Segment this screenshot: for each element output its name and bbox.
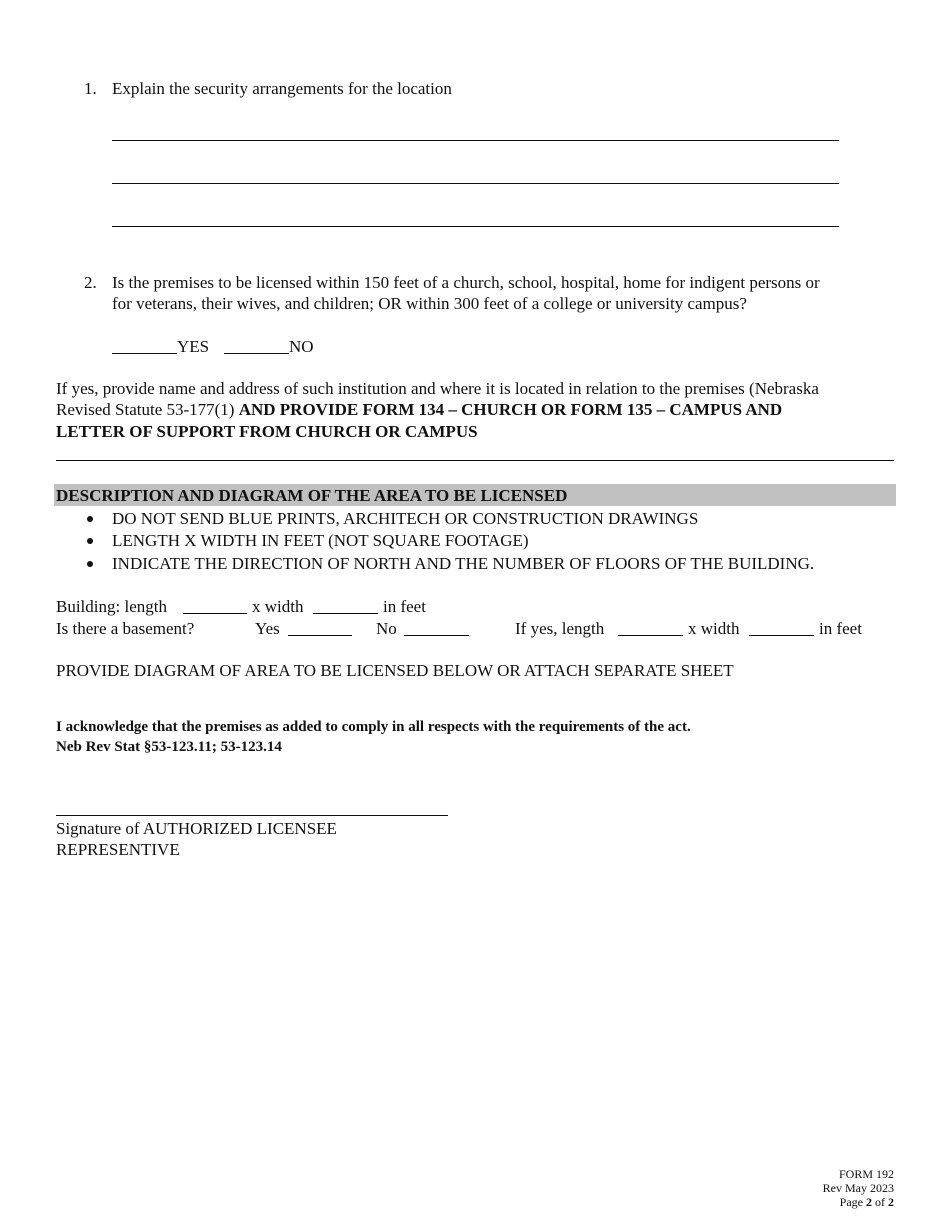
answer-line-2[interactable] (112, 183, 839, 184)
page-of: of (872, 1195, 888, 1209)
basement-no-field[interactable] (404, 635, 469, 636)
basement-no-label: No (376, 619, 397, 638)
answer-line-3[interactable] (112, 226, 839, 227)
provide-form-notice: AND PROVIDE FORM 134 – CHURCH OR FORM 135 – CAMPUS AND (238, 400, 783, 419)
signature-line[interactable] (56, 815, 448, 816)
building-unit-label: in feet (383, 597, 426, 616)
yes-label: YES (177, 337, 210, 356)
building-length-label: Building: length (56, 597, 167, 616)
answer-line-1[interactable] (112, 140, 839, 141)
page-total: 2 (888, 1195, 894, 1209)
basement-width-field[interactable] (749, 635, 814, 636)
section-heading: DESCRIPTION AND DIAGRAM OF THE AREA TO BE LICENSED (56, 486, 568, 505)
page-footer (823, 1167, 894, 1209)
if-yes-line-1: If yes, provide name and address of such institution and where it is located in relation to the premises (Nebraska (56, 379, 819, 398)
revision-date: Rev May 2023 (822, 1181, 894, 1195)
no-label: NO (289, 337, 314, 356)
question-2-line-1: Is the premises to be licensed within 150 feet of a church, school, hospital, home for indigent persons or (112, 273, 820, 292)
page-prefix: Page (839, 1195, 866, 1209)
yes-answer-line[interactable] (112, 353, 177, 354)
letter-of-support-notice: LETTER OF SUPPORT FROM CHURCH OR CAMPUS (56, 422, 478, 441)
bullet-icon (87, 516, 93, 522)
basement-width-label: x width (688, 619, 740, 638)
bullet-icon (87, 561, 93, 567)
institution-answer-line[interactable] (56, 460, 894, 461)
signature-caption-line-1: Signature of AUTHORIZED LICENSEE (56, 819, 337, 838)
building-width-label: x width (252, 597, 304, 616)
page-number (823, 1195, 894, 1209)
basement-length-field[interactable] (618, 635, 683, 636)
diagram-instruction: PROVIDE DIAGRAM OF AREA TO BE LICENSED BELOW OR ATTACH SEPARATE SHEET (56, 661, 734, 680)
building-length-field[interactable] (183, 613, 247, 614)
bullet-item: LENGTH X WIDTH IN FEET (NOT SQUARE FOOTAGE) (112, 531, 529, 550)
no-answer-line[interactable] (224, 353, 289, 354)
question-1-number: 1. (84, 79, 97, 98)
bullet-item: INDICATE THE DIRECTION OF NORTH AND THE NUMBER OF FLOORS OF THE BUILDING. (112, 554, 815, 573)
if-yes-line-2 (56, 399, 782, 421)
basement-question: Is there a basement? (56, 619, 195, 638)
acknowledgement-statement: I acknowledge that the premises as added to comply in all respects with the requirements of the act. (56, 719, 691, 735)
question-1-text: Explain the security arrangements for the location (112, 79, 452, 98)
basement-yes-label: Yes (255, 619, 280, 638)
basement-unit-label: in feet (819, 619, 862, 638)
basement-yes-field[interactable] (288, 635, 352, 636)
signature-caption-line-2: REPRESENTIVE (56, 840, 180, 859)
question-2-line-2: for veterans, their wives, and children; OR within 300 feet of a college or university campus? (112, 294, 747, 313)
bullet-icon (87, 538, 93, 544)
basement-length-label: If yes, length (515, 619, 605, 638)
page-current: 2 (866, 1195, 872, 1209)
bullet-item: DO NOT SEND BLUE PRINTS, ARCHITECH OR CONSTRUCTION DRAWINGS (112, 509, 699, 528)
form-number: FORM 192 (838, 1167, 894, 1181)
statute-citation: Neb Rev Stat §53-123.11; 53-123.14 (56, 739, 282, 755)
question-2-number: 2. (84, 273, 97, 292)
statute-reference: Revised Statute 53-177(1) (56, 400, 239, 419)
building-width-field[interactable] (313, 613, 378, 614)
